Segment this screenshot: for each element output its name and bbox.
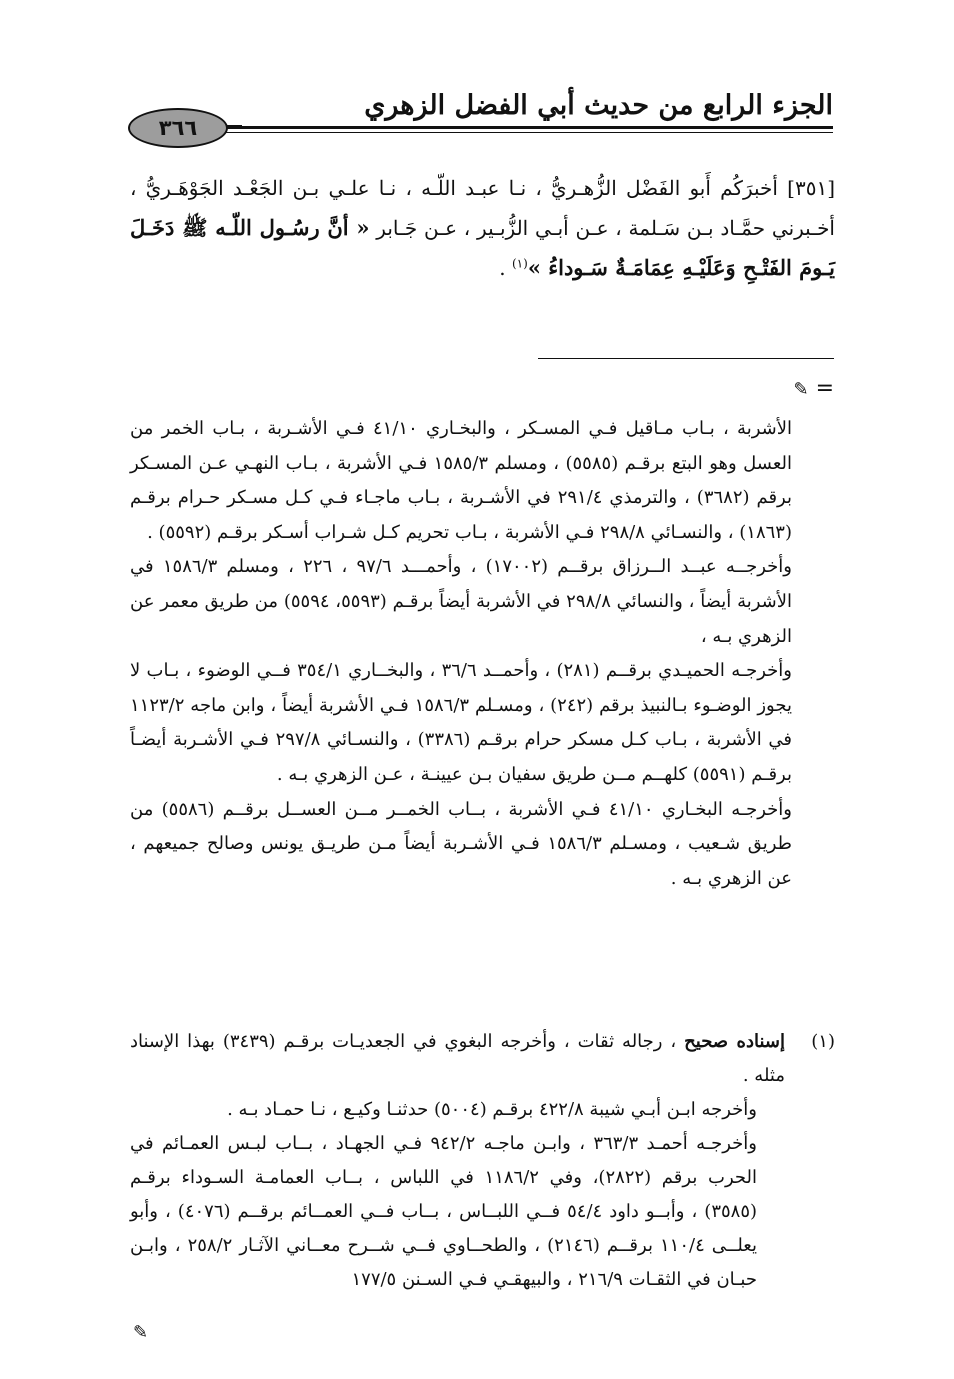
page-number: ٣٦٦ [158, 116, 198, 140]
footnote-1-para3: وأخرجـه أحمـد ٣٦٣/٣ ، وابـن ماجـه ٩٤٢/٢ فـي الجهـاد ، بــاب لبـس العمـائم في الحرب برقم (٢٨٢٢)، وفي ١١٨٦/٢ في اللباس ، بــاب العمامـة السـوداء برقـم (٣٥٨٥) ، وأبــو داود ٥٤/٤ فــي اللبــاس ، بــاب فــي العمــائم برقــم (٤٠٧٦) ، وأبو يعلــى ١١٠/٤ برقــم (٢١٤٦) ، والطحــاوي فــي شــرح معــاني الآثـار ٢٥٨/٢ ، وابـن حبـان في الثقـات ٢١٦/٩ ، والبيهقـي فـي السـنن ١٧٧/٥ [130, 1133, 758, 1290]
pen-icon: ✎ [793, 379, 809, 400]
page-header [128, 88, 833, 144]
footnote-1-lead: إسناده صحيح [684, 1031, 785, 1052]
hadith-end: . [499, 256, 512, 280]
hadith-isnad: أخبرَكُم أَبو الفَضْل الزُّهـريُّ ، نـا عبـد اللّـه ، نـا علـي بـن الجَعْـد الجَوْهَـريُّ ، أخـبرني حمَّـاد بـن سَـلمة ، عـن أبـي الزُّبـير ، عـن جَـابر [130, 176, 835, 240]
continuation-mark [781, 376, 834, 401]
footnote-1-body [130, 1025, 785, 1297]
footnote-paragraph: وأخرجـه البخـاري ٤١/١٠ فـي الأشربة ، بــاب الخمــر مــن العســل برقــم (٥٥٨٦) من طريق شـعيب ، ومسـلم ١٥٨٦/٣ فـي الأشـربة أيضاً مـن طريـق يونس وصالح جميعهم ، عن الزهري بـه . [130, 798, 792, 889]
pen-icon: ✎ [133, 1322, 149, 1343]
header-rule-thick [198, 126, 833, 129]
footnote-1 [130, 1025, 835, 1297]
footnote-ref: (١) [511, 256, 528, 271]
equals-sign: = [815, 376, 834, 401]
header-rule-thin [198, 132, 833, 133]
footnotes-continued [130, 412, 792, 896]
running-title: الجزء الرابع من حديث أبي الفضل الزهري [364, 90, 833, 121]
footnote-1-first [130, 1025, 785, 1093]
footnote-1-para2: وأخرجه ابـن أبـي شيبة ٤٢٢/٨ برقـم (٥٠٠٤) حدثنـا وكيـع ، نـا حمـاد بـه . [227, 1099, 757, 1120]
footnote-separator [538, 358, 834, 359]
footnote-paragraph: وأخرجــه عبــد الــرزاق برقــم (١٧٠٠٢) ، وأحمـــد ٩٧/٦ ، ٢٢٦ ، ومسلم ١٥٨٦/٣ في الأشربة أيضاً ، والنسائي ٢٩٨/٨ في الأشربة أيضاً برقـم (٥٥٩٣، ٥٥٩٤) من طريق معمر عن الزهري بـه ، [130, 556, 793, 647]
hadith-number: [٣٥١] [787, 176, 835, 200]
footnote-1-first-text: ، رجاله ثقات ، وأخرجه البغوي في الجعديـات برقـم (٣٤٣٩) بهذا الإسناد مثله . [130, 1031, 785, 1086]
page-number-badge [128, 108, 228, 148]
footnote-paragraph: الأشربة ، بـاب مـاقيل فـي المسـكر ، والبخـاري ٤١/١٠ فـي الأشـربة ، بـاب الخمر من العسل وهو البتع برقـم (٥٥٨٥) ، ومسلم ١٥٨٥/٣ فـي الأشربة ، بـاب النهـي عـن المسـكر برقم (٣٦٨٢) ، والترمذي ٢٩١/٤ في الأشـربة ، بـاب ماجـاء فـي كـل مسـكر حـرام برقـم (١٨٦٣) ، والنسـائي ٢٩٨/٨ فـي الأشربة ، بـاب تحريم كـل شـراب أسـكر برقـم (٥٥٩٢) . [130, 418, 792, 543]
footnote-paragraph: وأخرجـه الحميـدي برقــم (٢٨١) ، وأحمــد ٣٦/٦ ، والبخــاري ٣٥٤/١ فــي الوضوء ، بـاب لا يجوز الوضـوء بـالنبيذ برقم (٢٤٢) ، ومسـلم ١٥٨٦/٣ فـي الأشربة أيضاً ، وابن ماجه ١١٢٣/٢ في الأشربة ، بـاب كـل مسكر حرام برقـم (٣٣٨٦) ، والنسـائي ٢٩٧/٨ فـي الأشـربة أيضـاً برقـم (٥٥٩١) كلهــم مــن طريق سفيان بـن عيينـة ، عـن الزهري بـه . [130, 660, 793, 785]
hadith-matn: « أنَّ رسُـول اللّـه ﷺ دَخَـلَ يَـومَ الفَتْـحِ وَعَلَيْـهِ عِمَامَـةٌ سَـوداءُ » [130, 215, 835, 280]
hadith-text [130, 168, 835, 288]
footnote-1-marker: (١) [811, 1031, 835, 1052]
